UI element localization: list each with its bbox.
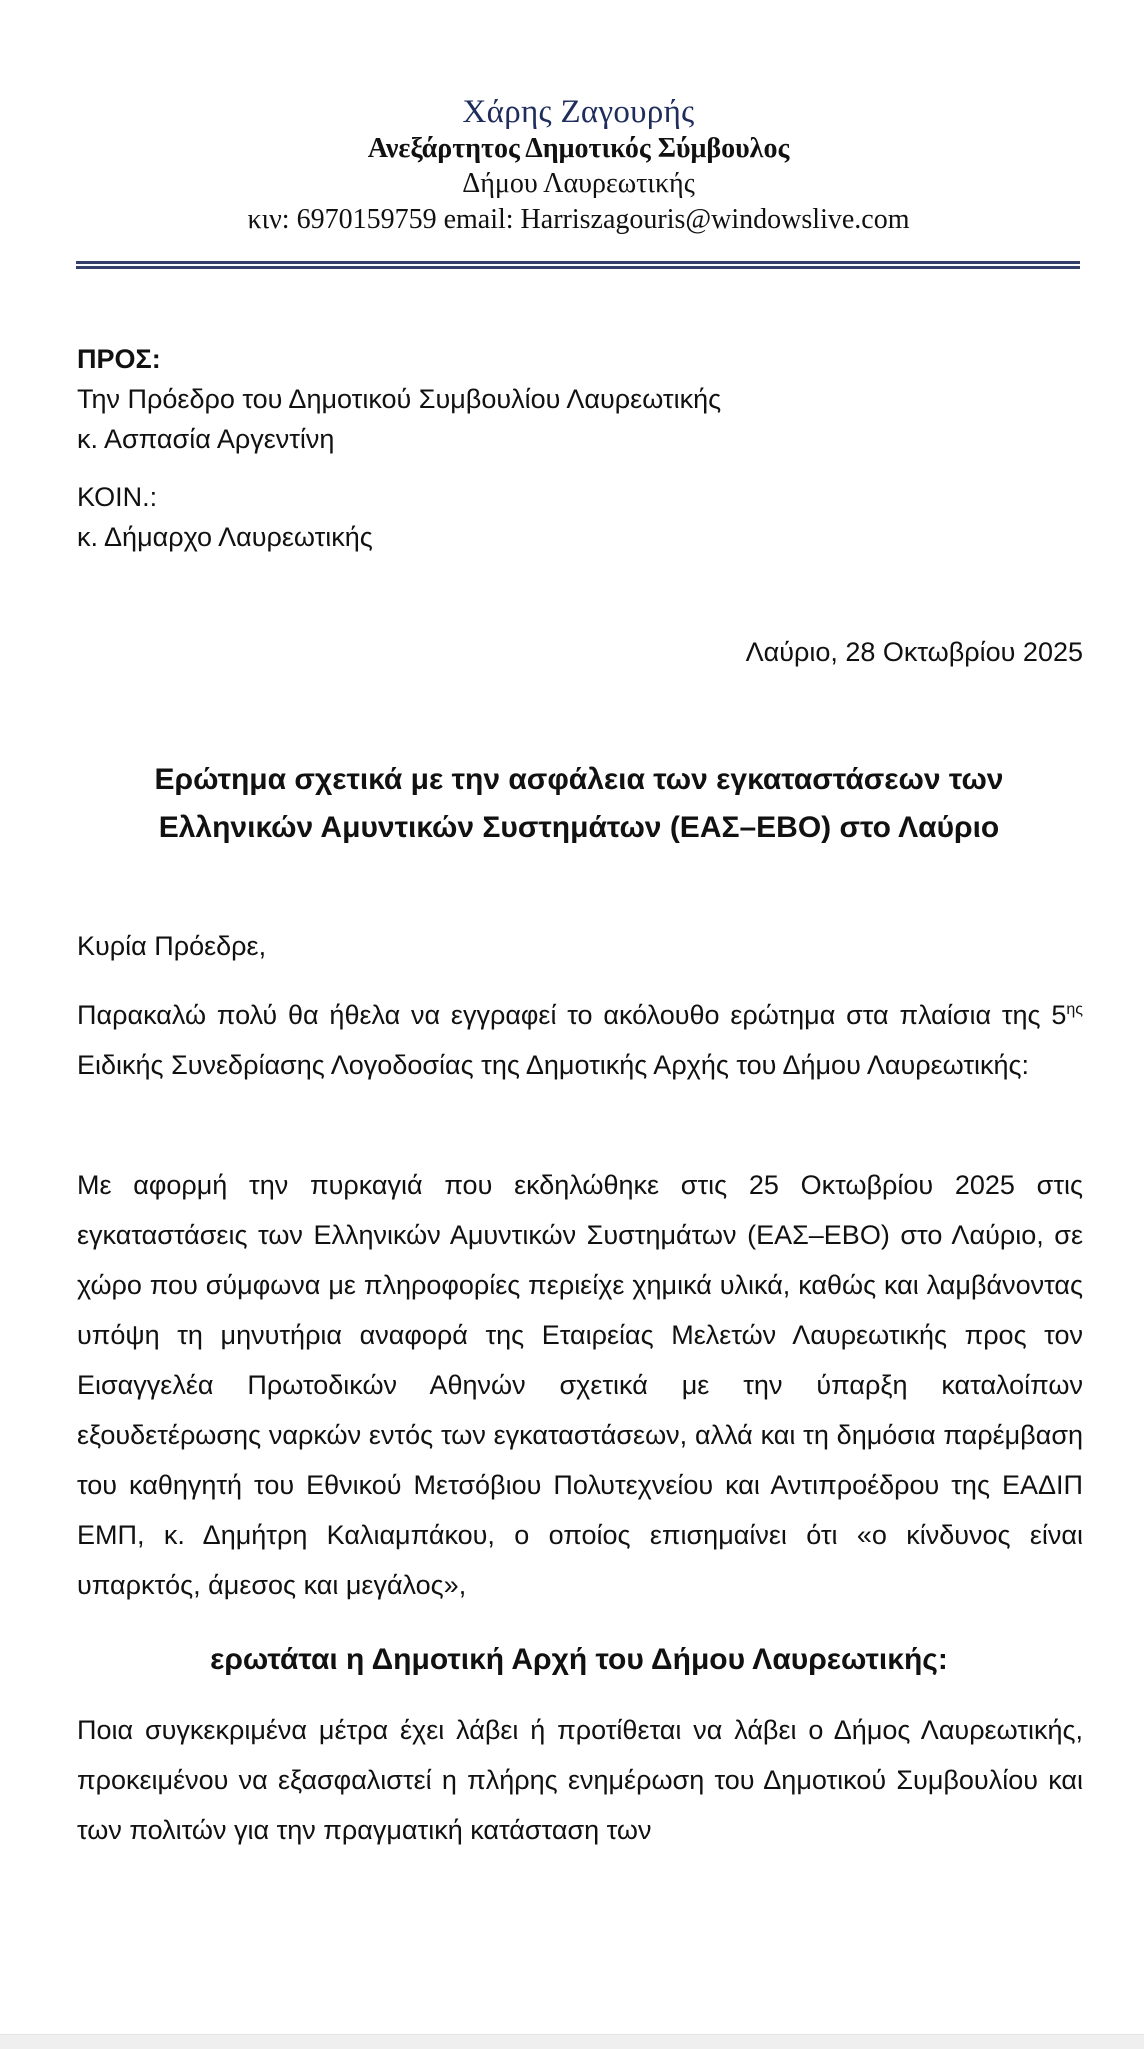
viewer-bottom-edge xyxy=(0,2034,1144,2049)
to-recipient-line: Την Πρόεδρο του Δημοτικού Συμβουλίου Λαυρεωτικής xyxy=(77,384,722,414)
divider-line-bottom xyxy=(76,266,1080,269)
ordinal-suffix: ης xyxy=(1066,1001,1083,1018)
spacer xyxy=(77,459,977,477)
sender-contact: κιν: 6970159759 email: Harriszagouris@windowslive.com xyxy=(247,204,910,235)
request-text-start: Παρακαλώ πολύ θα ήθελα να εγγραφεί το ακόλουθο ερώτημα στα πλαίσια της 5 xyxy=(77,1000,1067,1030)
subject-heading xyxy=(76,756,1082,852)
question-heading: ερωτάται η Δημοτική Αρχή του Δήμου Λαυρεωτικής: xyxy=(210,1643,948,1676)
request-paragraph xyxy=(77,990,1083,1090)
addressee-block xyxy=(77,339,977,557)
to-label: ΠΡΟΣ: xyxy=(77,344,161,374)
sender-name: Χάρης Ζαγουρής xyxy=(462,94,695,130)
letterhead-divider xyxy=(76,261,1080,270)
question-paragraph: Ποια συγκεκριμένα μέτρα έχει λάβει ή προτίθεται να λάβει ο Δήμος Λαυρεωτικής, προκειμένου να εξασφαλιστεί η πλήρης ενημέρωση του Δημοτικού Συμβουλίου και των πολιτών για την πραγματική κατάσταση των xyxy=(77,1715,1083,1845)
to-recipient-name: κ. Ασπασία Αργεντίνη xyxy=(77,424,335,454)
cc-recipient: κ. Δήμαρχο Λαυρεωτικής xyxy=(77,522,373,552)
subject-line-1: Ερώτημα σχετικά με την ασφάλεια των εγκαταστάσεων των xyxy=(154,763,1004,796)
subject-line-2: Ελληνικών Αμυντικών Συστημάτων (ΕΑΣ–ΕΒΟ) στο Λαύριο xyxy=(158,811,1000,844)
letterhead xyxy=(76,92,1081,238)
request-text-end: Ειδικής Συνεδρίασης Λογοδοσίας της Δημοτικής Αρχής του Δήμου Λαυρεωτικής: xyxy=(77,1050,1030,1080)
divider-line-top xyxy=(76,261,1080,264)
sender-role: Ανεξάρτητος Δημοτικός Σύμβουλος xyxy=(367,133,790,164)
sender-municipality: Δήμου Λαυρεωτικής xyxy=(462,168,695,199)
context-paragraph: Με αφορμή την πυρκαγιά που εκδηλώθηκε στις 25 Οκτωβρίου 2025 στις εγκαταστάσεις των Ελληνικών Αμυντικών Συστημάτων (ΕΑΣ–ΕΒΟ) στο Λαύριο, σε χώρο που σύμφωνα με πληροφορίες περιείχε χημικά υλικά, καθώς και λαμβάνοντας υπόψη τη μηνυτήρια αναφορά της Εταιρείας Μελετών Λαυρεωτικής προς τον Εισαγγελέα Πρωτοδικών Αθηνών σχετικά με την ύπαρξη καταλοίπων εξουδετέρωσης ναρκών εντός των εγκαταστάσεων, αλλά και τη δημόσια παρέμβαση του καθηγητή του Εθνικού Μετσόβιου Πολυτεχνείου και Αντιπροέδρου της ΕΑΔΙΠ ΕΜΠ, κ. Δημήτρη Καλιαμπάκου, ο οποίος επισημαίνει ότι «ο κίνδυνος είναι υπαρκτός, άμεσος και μεγάλος», xyxy=(77,1170,1083,1600)
date-line: Λαύριο, 28 Οκτωβρίου 2025 xyxy=(745,637,1083,667)
salutation: Κυρία Πρόεδρε, xyxy=(77,931,267,961)
cc-label: ΚΟΙΝ.: xyxy=(77,482,158,512)
